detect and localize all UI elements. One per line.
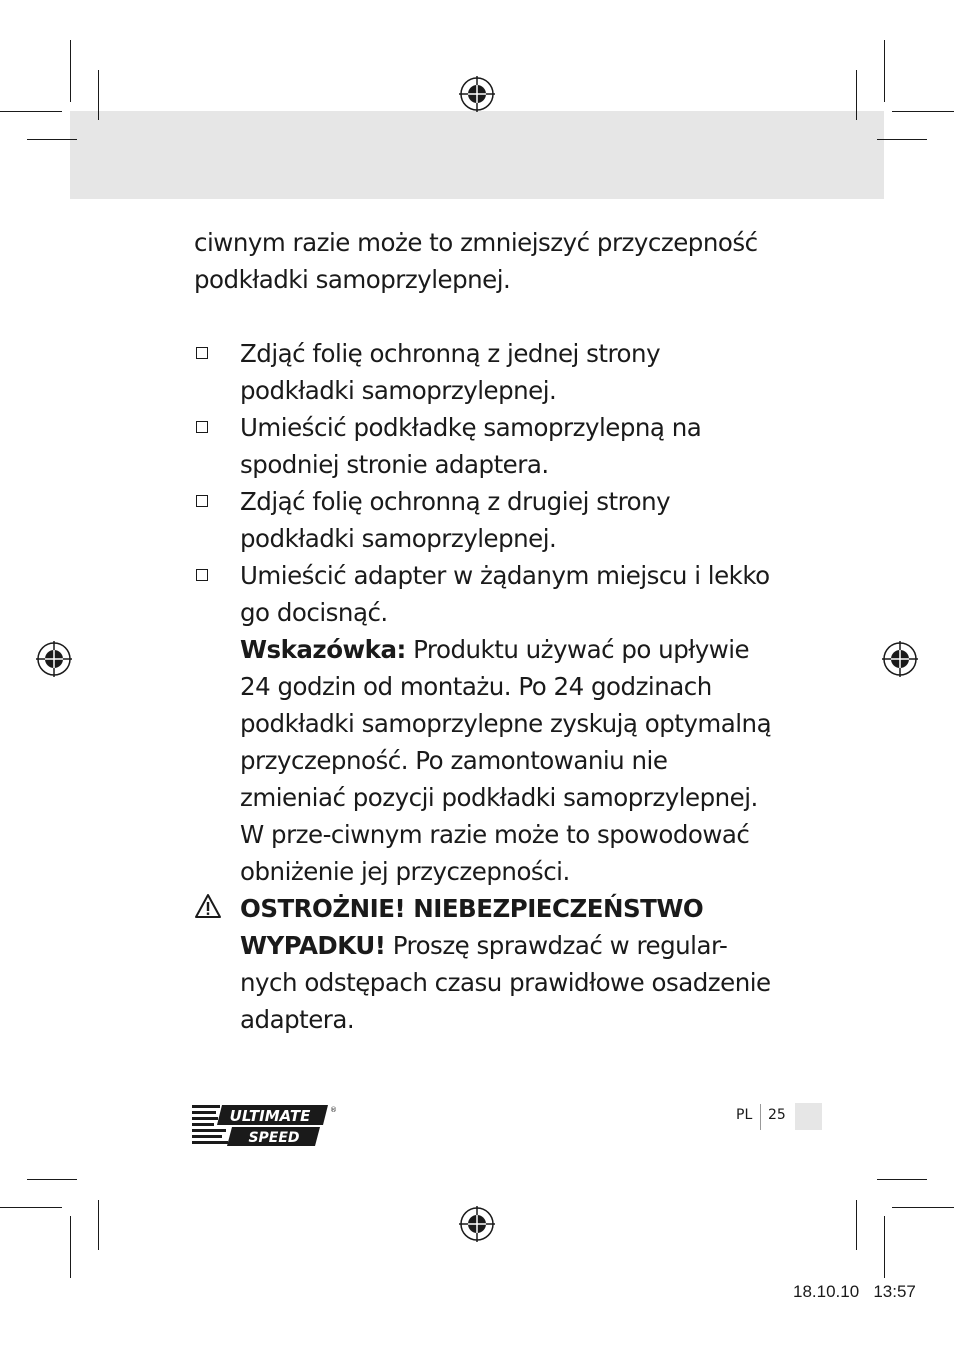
crop-mark [856,1200,857,1250]
crop-mark [0,111,62,112]
step-text: Zdjąć folię ochronną z jednej strony podkładki samoprzylepnej. [240,339,661,405]
svg-text:ULTIMATE: ULTIMATE [229,1107,311,1125]
crop-mark [884,40,885,102]
checkbox-icon [196,347,208,359]
intro-paragraph: ciwnym razie może to zmniejszyć przyczepność podkładki samoprzylepnej. [194,228,758,294]
page-number: 25 [768,1107,786,1123]
step-item [194,409,774,483]
step-text: Umieścić podkładkę samoprzylepną na spodniej stronie adaptera. [240,413,702,479]
step-item [194,483,774,557]
note-label: Wskazówka: [240,635,406,664]
registration-mark-icon [459,1206,495,1242]
warning-text: Proszę sprawdzać w regular-nych odstępach czasu prawidłowe osadzenie adaptera. [240,931,771,1034]
crop-mark [27,1179,77,1180]
registration-mark-icon [459,76,495,112]
crop-mark [27,139,77,140]
footer-box [795,1103,822,1130]
checkbox-icon [196,569,208,581]
footer-language: PL [736,1107,753,1123]
step-item [194,335,774,409]
crop-mark [877,139,927,140]
crop-mark [877,1179,927,1180]
warning-triangle-icon [194,893,222,919]
svg-text:®: ® [330,1106,337,1114]
warning-block [194,890,774,1038]
svg-text:SPEED: SPEED [248,1130,300,1146]
header-band [70,111,884,199]
warning-label: OSTROŻNIE! NIEBEZPIECZEŃSTWO WYPADKU! [240,894,704,960]
registration-mark-icon [36,641,72,677]
crop-mark [98,1200,99,1250]
crop-mark [884,1216,885,1278]
registration-mark-icon [882,641,918,677]
crop-mark [98,70,99,120]
crop-mark [892,111,954,112]
step-item [194,557,774,631]
step-text: Zdjąć folię ochronną z drugiej strony podkładki samoprzylepnej. [240,487,671,553]
manual-content [194,224,774,1038]
checkbox-icon [196,421,208,433]
brand-logo [192,1103,337,1148]
crop-mark [856,70,857,120]
crop-mark [0,1207,62,1208]
step-text: Umieścić adapter w żądanym miejscu i lekko go docisnąć. [240,561,770,627]
crop-mark [70,40,71,102]
note-text: Produktu używać po upływie 24 godzin od montażu. Po 24 godzinach podkładki samoprzylepne zyskują optymalną przyczepność. Po zamontowaniu nie zmieniać pozycji podkładki samoprzylepnej. W prze-ciwnym razie może to spowodować obniżenie jej przyczepności. [240,635,772,886]
crop-mark [70,1216,71,1278]
footer-divider [760,1104,761,1130]
note-block [194,631,774,890]
checkbox-icon [196,495,208,507]
crop-mark [892,1207,954,1208]
print-timestamp: 18.10.10 13:57 [793,1282,916,1301]
